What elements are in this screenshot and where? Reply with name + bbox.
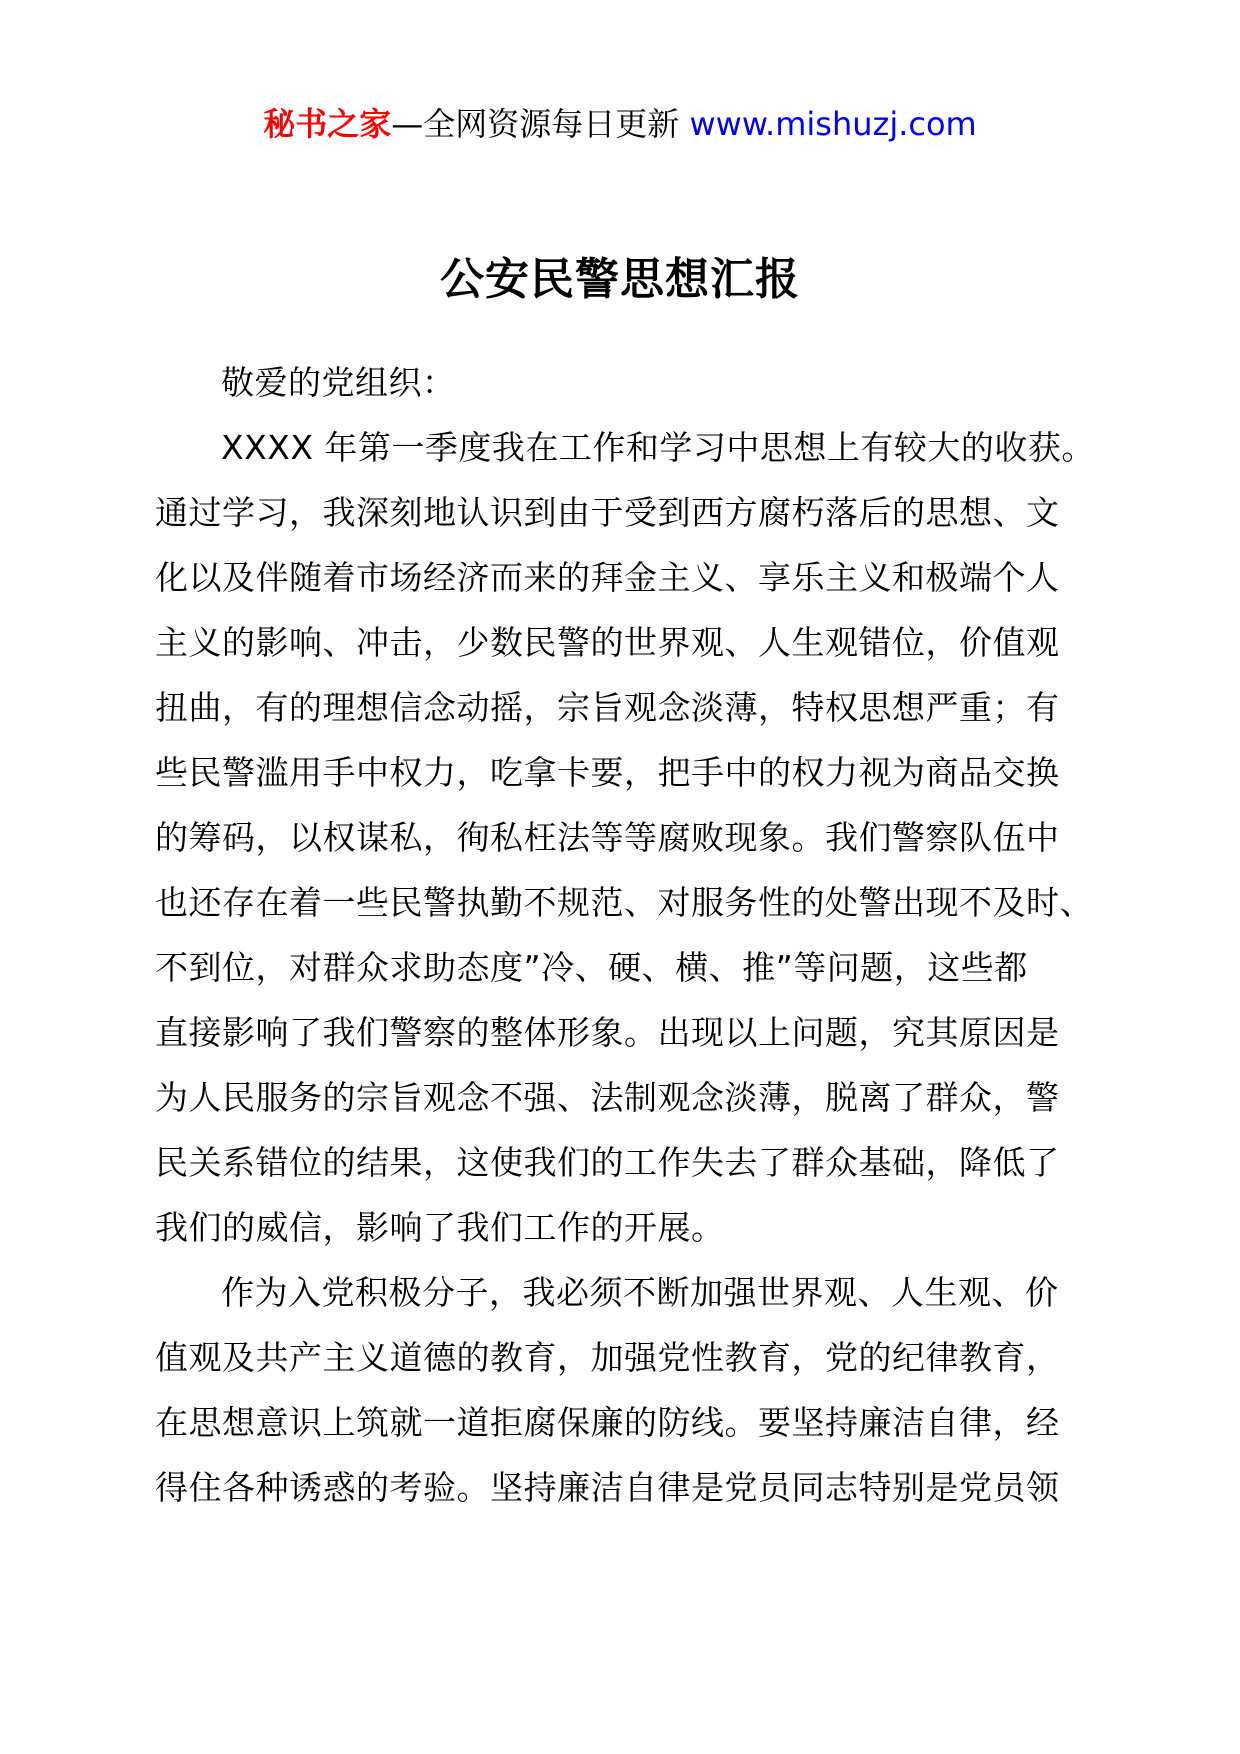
- paragraph-line: 得住各种诱惑的考验。坚持廉洁自律是党员同志特别是党员领: [155, 1468, 1060, 1507]
- paragraph-line: 不到位，对群众求助态度”冷、硬、横、推”等问题，这些都: [155, 948, 1028, 987]
- paragraph-line: 也还存在着一些民警执勤不规范、对服务性的处警出现不及时、: [155, 883, 1093, 922]
- header-slogan: —全网资源每日更新: [391, 105, 690, 143]
- paragraph-line: 的筹码，以权谋私，徇私枉法等等腐败现象。我们警察队伍中: [155, 818, 1060, 857]
- paragraph-line: 在思想意识上筑就一道拒腐保廉的防线。要坚持廉洁自律，经: [155, 1403, 1060, 1442]
- paragraph-line: 些民警滥用手中权力，吃拿卡要，把手中的权力视为商品交换: [155, 753, 1060, 792]
- paragraph-line: 值观及共产主义道德的教育，加强党性教育，党的纪律教育，: [155, 1338, 1060, 1377]
- paragraph-line: 通过学习，我深刻地认识到由于受到西方腐朽落后的思想、文: [155, 493, 1060, 532]
- brand-name: 秘书之家: [263, 105, 392, 143]
- header-banner: [0, 102, 1240, 146]
- document-body: [155, 350, 1095, 1520]
- paragraph-line: 主义的影响、冲击，少数民警的世界观、人生观错位，价值观: [155, 623, 1060, 662]
- paragraph-line: 直接影响了我们警察的整体形象。出现以上问题，究其原因是: [155, 1013, 1060, 1052]
- paragraph-line: 作为入党积极分子，我必须不断加强世界观、人生观、价: [221, 1273, 1059, 1312]
- document-title: 公安民警思想汇报: [440, 254, 800, 305]
- salutation: 敬爱的党组织：: [221, 363, 456, 402]
- paragraph-line: 扭曲，有的理想信念动摇，宗旨观念淡薄，特权思想严重；有: [155, 688, 1060, 727]
- paragraph-line: 化以及伴随着市场经济而来的拜金主义、享乐主义和极端个人: [155, 558, 1060, 597]
- paragraph-line: 我们的威信，影响了我们工作的开展。: [155, 1208, 725, 1247]
- paragraph-line: 民关系错位的结果，这使我们的工作失去了群众基础，降低了: [155, 1143, 1060, 1182]
- site-url-link[interactable]: www.mishuzj.com: [689, 105, 977, 143]
- paragraph-line: 为人民服务的宗旨观念不强、法制观念淡薄，脱离了群众，警: [155, 1078, 1060, 1117]
- paragraph-line: XXXX 年第一季度我在工作和学习中思想上有较大的收获。: [221, 428, 1095, 467]
